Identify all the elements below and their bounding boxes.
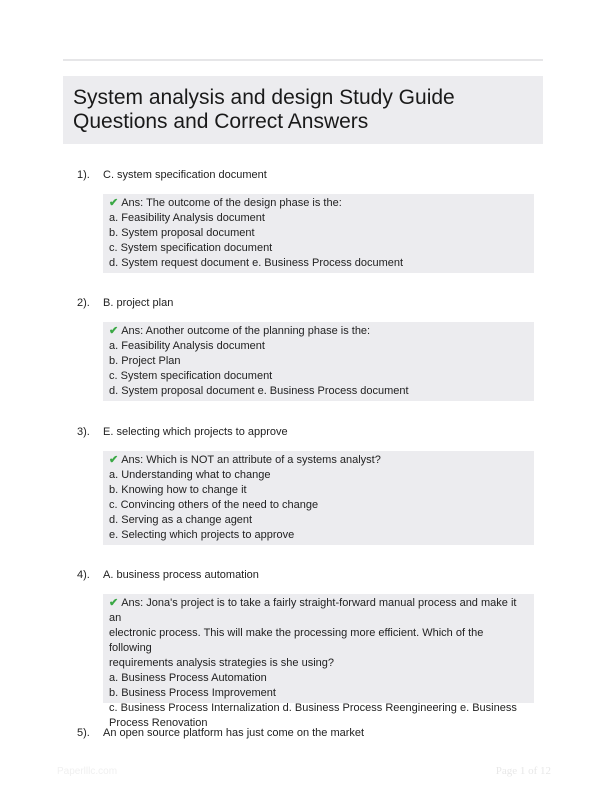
question-number: 5). (77, 727, 90, 739)
explanation-prompt: Ans: Which is NOT an attribute of a systems analyst? (121, 454, 381, 466)
top-divider (63, 59, 543, 61)
explanation-line: d. Serving as a change agent (109, 514, 253, 526)
explanation-line (109, 596, 528, 626)
explanation-box (103, 451, 534, 545)
explanation-prompt: Ans: The outcome of the design phase is the: (121, 197, 342, 209)
explanation-line: b. Knowing how to change it (109, 484, 247, 496)
question-answer: An open source platform has just come on the market (103, 727, 365, 739)
question-answer: C. system specification document (103, 169, 267, 181)
explanation-line (109, 324, 528, 339)
explanation-line: d. System proposal document e. Business Process document (109, 385, 409, 397)
question-number: 4). (77, 569, 90, 581)
explanation-line: requirements analysis strategies is she using? (109, 657, 335, 669)
page-number: Page 1 of 12 (495, 765, 551, 777)
explanation-line: c. System specification document (109, 370, 273, 382)
explanation-line: a. Feasibility Analysis document (109, 212, 265, 224)
question-answer: B. project plan (103, 297, 174, 309)
explanation-line (109, 453, 528, 468)
check-icon: ✔ (109, 325, 119, 337)
explanation-line: a. Understanding what to change (109, 469, 271, 481)
explanation-box (103, 194, 534, 273)
explanation-line: electronic process. This will make the processing more efficient. Which of the following (109, 627, 484, 654)
explanation-line: b. Project Plan (109, 355, 181, 367)
explanation-line: a. Feasibility Analysis document (109, 340, 265, 352)
check-icon: ✔ (109, 197, 119, 209)
explanation-box (103, 594, 534, 729)
explanation-line: c. Convincing others of the need to change (109, 499, 319, 511)
explanation-line: c. System specification document (109, 242, 273, 254)
title-banner (63, 76, 543, 144)
question-answer: A. business process automation (103, 569, 259, 581)
check-icon: ✔ (109, 454, 119, 466)
explanation-prompt: Ans: Another outcome of the planning phase is the: (121, 325, 371, 337)
explanation-line: b. System proposal document (109, 227, 255, 239)
explanation-line: e. Selecting which projects to approve (109, 529, 295, 541)
title-line-1: System analysis and design Study Guide (73, 86, 455, 109)
explanation-line: d. System request document e. Business Process document (109, 257, 404, 269)
explanation-line: b. Business Process Improvement (109, 687, 276, 699)
footer-watermark: Paperlllc.com (57, 766, 118, 777)
explanation-line: Process Renovation (109, 717, 208, 729)
title-line-2: Questions and Correct Answers (73, 110, 369, 133)
explanation-line (109, 196, 528, 211)
question-number: 1). (77, 169, 90, 181)
question-number: 2). (77, 297, 90, 309)
check-icon: ✔ (109, 597, 119, 609)
explanation-prompt: Ans: Jona's project is to take a fairly straight-forward manual process and make it an (109, 597, 517, 624)
explanation-box (103, 322, 534, 401)
explanation-line: a. Business Process Automation (109, 672, 267, 684)
explanation-line: c. Business Process Internalization d. Business Process Reengineering e. Business (109, 702, 517, 714)
question-answer: E. selecting which projects to approve (103, 426, 288, 438)
question-number: 3). (77, 426, 90, 438)
page-title (73, 86, 533, 134)
